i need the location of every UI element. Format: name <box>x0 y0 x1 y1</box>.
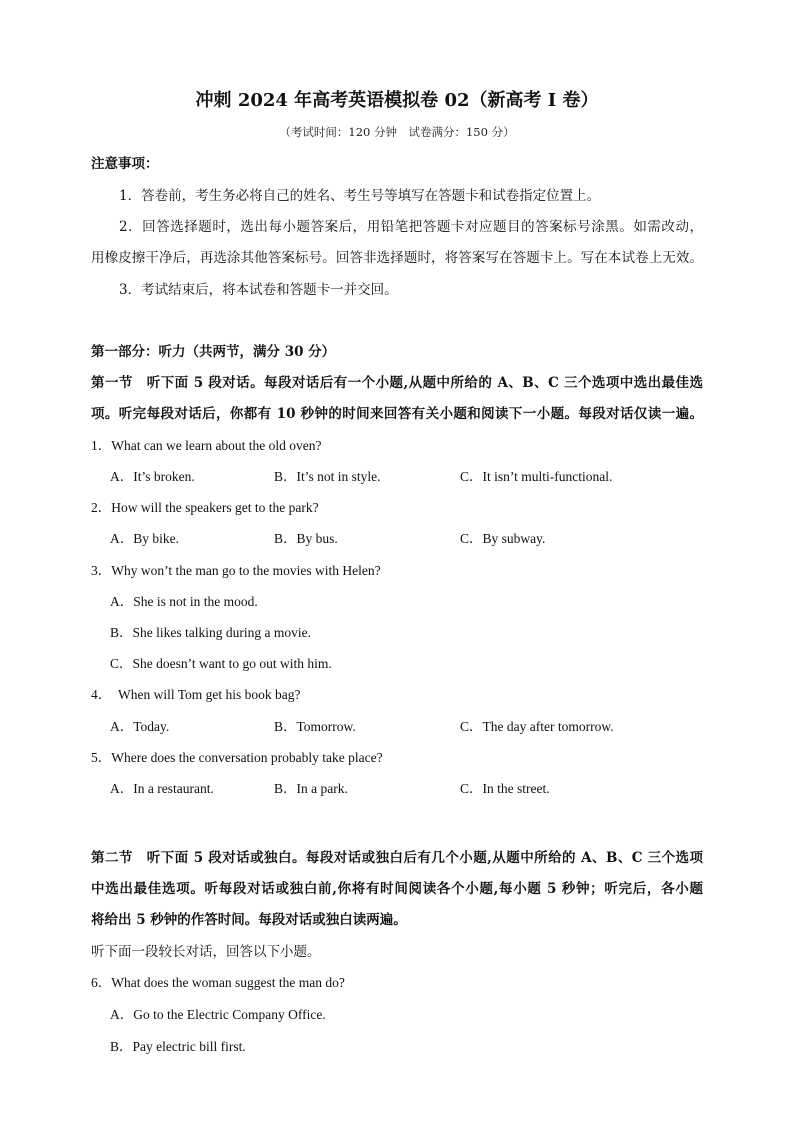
question-1-option-b: B．It’s not in style. <box>274 469 381 484</box>
question-6-stem: 6．What does the woman suggest the man do? <box>91 975 345 990</box>
exam-title: 冲刺 2024 年高考英语模拟卷 02（新高考 I 卷） <box>195 90 599 111</box>
question-6-option-a: A．Go to the Electric Company Office. <box>110 1007 326 1022</box>
question-3-option-a: A．She is not in the mood. <box>110 594 258 609</box>
notice-heading: 注意事项： <box>91 156 159 172</box>
section2-intro: 听下面一段较长对话，回答以下小题。 <box>91 944 321 960</box>
exam-subtitle: （考试时间：120 分钟 试卷满分：150 分） <box>279 125 515 139</box>
question-2-option-b: B．By bus. <box>274 531 338 546</box>
notice-item-2-line-1: 2．回答选择题时，选出每小题答案后，用铅笔把答题卡对应题目的答案标号涂黑。如需改动， <box>119 219 703 235</box>
notice-item-3: 3．考试结束后，将本试卷和答题卡一并交回。 <box>119 282 398 298</box>
question-1-stem: 1．What can we learn about the old oven? <box>91 438 322 453</box>
notice-item-1: 1．答卷前，考生务必将自己的姓名、考生号等填写在答题卡和试卷指定位置上。 <box>119 188 601 204</box>
section1-instruction-line-1: 第一节 听下面 5 段对话。每段对话后有一个小题,从题中所给的 A、B、C 三个选项中选出最佳选 <box>91 375 703 391</box>
question-5-option-b: B．In a park. <box>274 781 348 796</box>
question-1-option-c: C．It isn’t multi-functional. <box>460 469 613 484</box>
question-4-option-a: A．Today. <box>110 719 170 734</box>
question-2-option-c: C．By subway. <box>460 531 546 546</box>
section2-instruction-line-3: 将给出 5 秒钟的作答时间。每段对话或独白读两遍。 <box>91 912 407 928</box>
section2-instruction-line-2: 中选出最佳选项。听每段对话或独白前,你将有时间阅读各个小题,每小题 5 秒钟；听完后，各小题 <box>91 881 703 897</box>
question-1-option-a: A．It’s broken. <box>110 469 195 484</box>
part1-heading: 第一部分：听力（共两节，满分 30 分） <box>91 344 336 360</box>
question-4-stem: 4． When will Tom get his book bag? <box>91 687 301 702</box>
question-3-option-c: C．She doesn’t want to go out with him. <box>110 656 332 671</box>
question-4-option-c: C．The day after tomorrow. <box>460 719 614 734</box>
question-5-stem: 5．Where does the conversation probably take place? <box>91 750 383 765</box>
question-5-option-c: C．In the street. <box>460 781 550 796</box>
question-2-stem: 2．How will the speakers get to the park? <box>91 500 319 515</box>
section2-instruction-line-1: 第二节 听下面 5 段对话或独白。每段对话或独白后有几个小题,从题中所给的 A、B、C 三个选项 <box>91 850 703 866</box>
question-6-option-b: B．Pay electric bill first. <box>110 1039 246 1054</box>
notice-item-2-line-2: 用橡皮擦干净后，再选涂其他答案标号。回答非选择题时，将答案写在答题卡上。写在本试卷上无效。 <box>91 250 703 266</box>
question-3-option-b: B．She likes talking during a movie. <box>110 625 311 640</box>
question-5-option-a: A．In a restaurant. <box>110 781 214 796</box>
question-3-stem: 3．Why won’t the man go to the movies with Helen? <box>91 563 381 578</box>
section1-instruction-line-2: 项。听完每段对话后，你都有 10 秒钟的时间来回答有关小题和阅读下一小题。每段对话仅读一遍。 <box>91 406 703 422</box>
question-2-option-a: A．By bike. <box>110 531 179 546</box>
question-4-option-b: B．Tomorrow. <box>274 719 356 734</box>
